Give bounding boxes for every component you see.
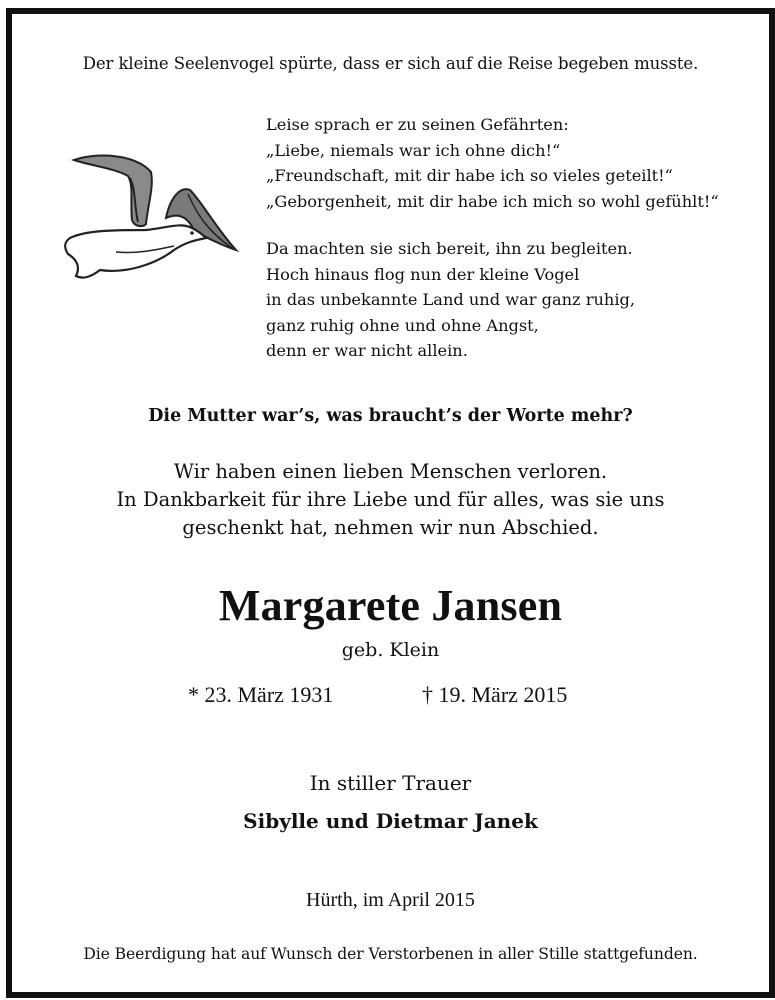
farewell-paragraph — [12, 458, 769, 542]
birth-name: geb. Klein — [341, 639, 440, 661]
obituary-frame — [6, 8, 775, 998]
poem-stanza-1 — [266, 112, 719, 214]
deceased-name: Margarete Jansen — [218, 581, 563, 630]
poem-line: Leise sprach er zu seinen Gefährten: — [266, 115, 569, 134]
family-names: Sibylle und Dietmar Janek — [243, 809, 538, 833]
paragraph-line: Wir haben einen lieben Menschen verloren. — [173, 460, 608, 483]
poem-line: denn er war nicht allein. — [266, 341, 468, 360]
poem-line: Da machten sie sich bereit, ihn zu begleiten. — [266, 239, 633, 258]
death-date: † 19. März 2015 — [422, 682, 568, 707]
mourning-line: In stiller Trauer — [309, 771, 472, 795]
poem-line: ganz ruhig ohne und ohne Angst, — [266, 315, 539, 335]
intro-line: Der kleine Seelenvogel spürte, dass er sich auf die Reise begeben musste. — [82, 54, 699, 73]
paragraph-line: geschenkt hat, nehmen wir nun Abschied. — [182, 516, 599, 539]
poem-line: „Geborgenheit, mit dir habe ich mich so wohl gefühlt!“ — [266, 191, 719, 211]
poem-line: Hoch hinaus flog nun der kleine Vogel — [266, 264, 580, 284]
poem-line: „Freundschaft, mit dir habe ich so vieles geteilt!“ — [266, 166, 673, 185]
poem-line: „Liebe, niemals war ich ohne dich!“ — [266, 140, 561, 160]
dove-icon — [56, 142, 246, 282]
birth-date: * 23. März 1931 — [188, 682, 334, 707]
paragraph-line: In Dankbarkeit für ihre Liebe und für alles, was sie uns — [116, 488, 665, 511]
quote-line: Die Mutter war’s, was braucht’s der Worte mehr? — [148, 406, 633, 426]
poem-stanza-2 — [266, 236, 635, 364]
poem-line: in das unbekannte Land und war ganz ruhig, — [266, 290, 636, 309]
funeral-note: Die Beerdigung hat auf Wunsch der Verstorbenen in aller Stille stattgefunden. — [83, 945, 698, 963]
place-date: Hürth, im April 2015 — [306, 889, 475, 911]
